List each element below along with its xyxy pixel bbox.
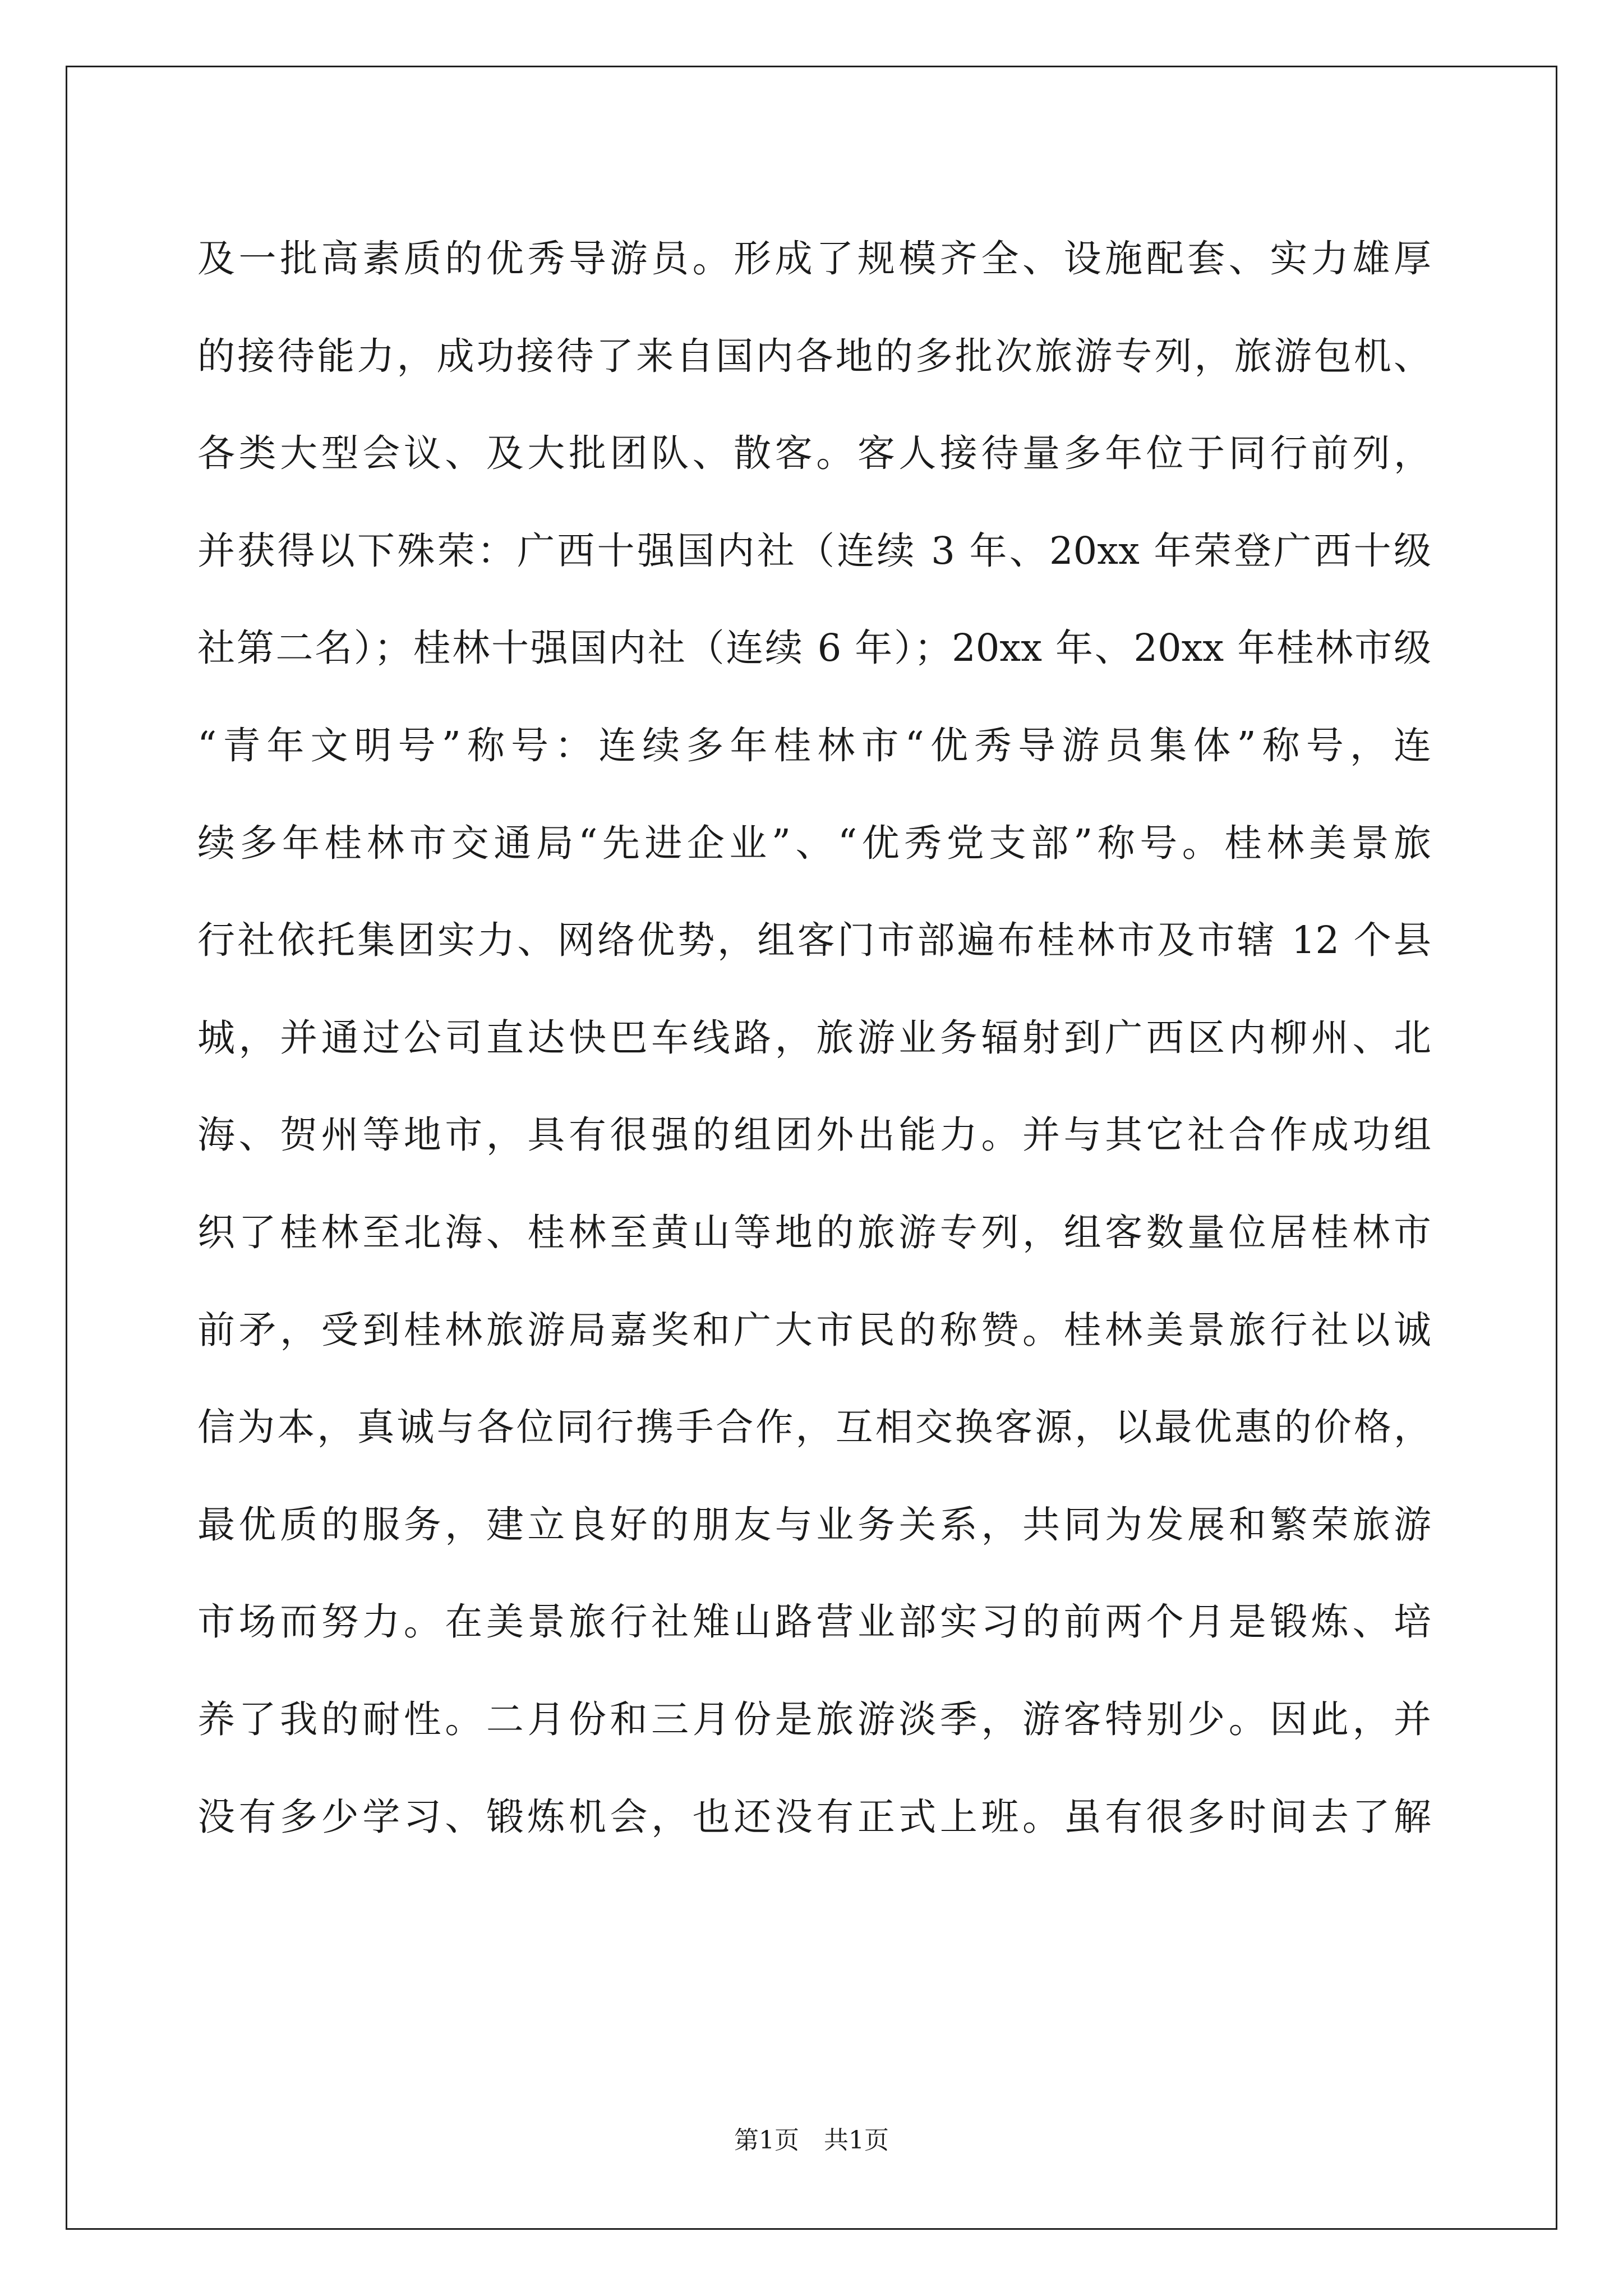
text-line: 织了桂林至北海、桂林至黄山等地的旅游专列，组客数量位居桂林市 (197, 1210, 1431, 1254)
text-line: 行社依托集团实力、网络优势，组客门市部遍布桂林市及市辖 12 个县 (197, 918, 1431, 963)
text-line: 最优质的服务，建立良好的朋友与业务关系，共同为发展和繁荣旅游 (197, 1502, 1431, 1547)
text-line: 海、贺州等地市，具有很强的组团外出能力。并与其它社合作成功组 (197, 1113, 1431, 1157)
text-line: 各类大型会议、及大批团队、散客。客人接待量多年位于同行前列， (197, 431, 1431, 476)
text-line: 的接待能力，成功接待了来自国内各地的多批次旅游专列，旅游包机、 (197, 334, 1431, 378)
text-line: 并获得以下殊荣：广西十强国内社（连续 3 年、20xx 年荣登广西十级 (197, 528, 1431, 573)
text-line: 没有多少学习、锻炼机会，也还没有正式上班。虽有很多时间去了解 (197, 1795, 1431, 1839)
text-line: 城，并通过公司直达快巴车线路，旅游业务辐射到广西区内柳州、北 (197, 1015, 1431, 1060)
text-line: 信为本，真诚与各位同行携手合作，互相交换客源，以最优惠的价格， (197, 1405, 1431, 1450)
text-line: 续多年桂林市交通局“先进企业”、“优秀党支部”称号。桂林美景旅 (197, 821, 1431, 865)
text-line: 市场而努力。在美景旅行社雉山路营业部实习的前两个月是锻炼、培 (197, 1600, 1431, 1644)
page-number-footer: 第1页 共1页 (734, 2126, 889, 2155)
text-line: 社第二名）；桂林十强国内社（连续 6 年）；20xx 年、20xx 年桂林市级 (197, 626, 1431, 670)
body-text (197, 210, 1431, 1866)
text-line: 及一批高素质的优秀导游员。形成了规模齐全、设施配套、实力雄厚 (197, 237, 1431, 280)
text-line: “青年文明号”称号：连续多年桂林市“优秀导游员集体”称号，连 (197, 723, 1431, 767)
text-line: 前矛，受到桂林旅游局嘉奖和广大市民的称赞。桂林美景旅行社以诚 (197, 1308, 1431, 1352)
text-line: 养了我的耐性。二月份和三月份是旅游淡季，游客特别少。因此，并 (197, 1697, 1431, 1741)
